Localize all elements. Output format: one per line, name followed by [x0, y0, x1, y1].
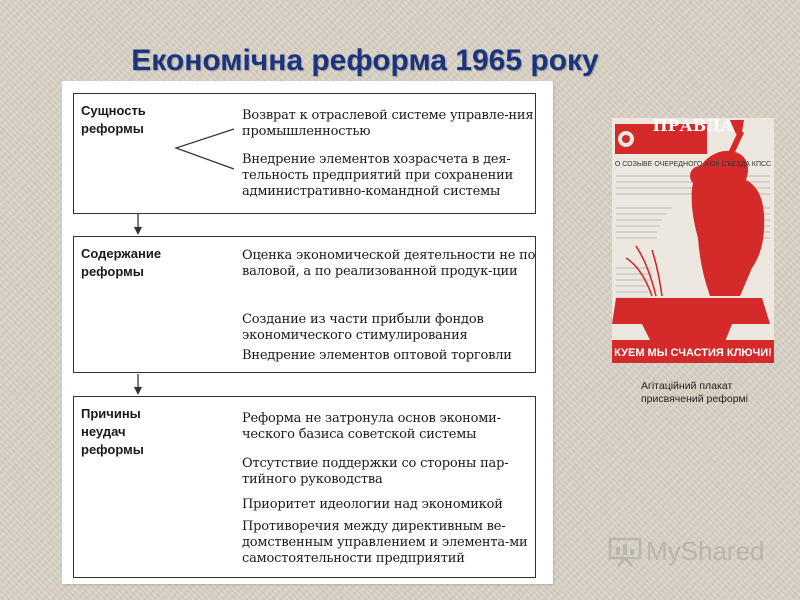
poster-masthead: ПРАВДА: [652, 118, 734, 135]
content-box: [73, 236, 536, 373]
essence-item-2: Внедрение элементов хозрасчета в дея-тельность предприятий при сохранении административно-командной системы: [242, 152, 514, 199]
failure-item-3: Приоритет идеологии над экономикой: [242, 497, 503, 512]
reform-diagram: [62, 81, 553, 584]
poster-artwork: [612, 118, 774, 363]
watermark-text: MyShared: [646, 536, 765, 566]
failure-box: [73, 396, 536, 578]
poster-caption: Агітаційний плакат присвячений реформі: [641, 380, 749, 405]
essence-box: [73, 93, 536, 214]
watermark: [608, 536, 765, 567]
content-item-1: Оценка экономической деятельности не по валовой, а по реализованной продук-ции: [242, 248, 536, 279]
slide-title: Економічна реформа 1965 року: [131, 44, 599, 77]
content-label: Содержание реформы: [81, 246, 162, 279]
failure-label: Причины неудач реформы: [81, 406, 144, 457]
arrow-down-icon: [132, 374, 144, 396]
essence-item-1: Возврат к отраслевой системе управле-ния промышленностью: [242, 108, 534, 139]
essence-label: Сущность реформы: [81, 103, 146, 136]
failure-item-1: Реформа не затронула основ экономи-ческого базиса советской системы: [242, 411, 501, 442]
presentation-board-icon: [608, 537, 642, 567]
branch-bracket: [174, 127, 236, 171]
failure-item-4: Противоречия между директивным ве-домственным управлением и элемента-ми самостоятельности предприятий: [242, 519, 528, 566]
propaganda-poster: [612, 118, 774, 363]
poster-headline: О СОЗЫВЕ ОЧЕРЕДНОГО XXIII СЪЕЗДА КПСС: [614, 161, 772, 168]
arrow-down-icon: [132, 214, 144, 236]
poster-slogan: КУЕМ МЫ СЧАСТИЯ КЛЮЧИ!: [614, 347, 772, 359]
failure-item-2: Отсутствие поддержки со стороны пар-тийного руководства: [242, 456, 509, 487]
content-item-3: Внедрение элементов оптовой торговли: [242, 348, 512, 363]
content-item-2: Создание из части прибыли фондов экономического стимулирования: [242, 312, 484, 343]
